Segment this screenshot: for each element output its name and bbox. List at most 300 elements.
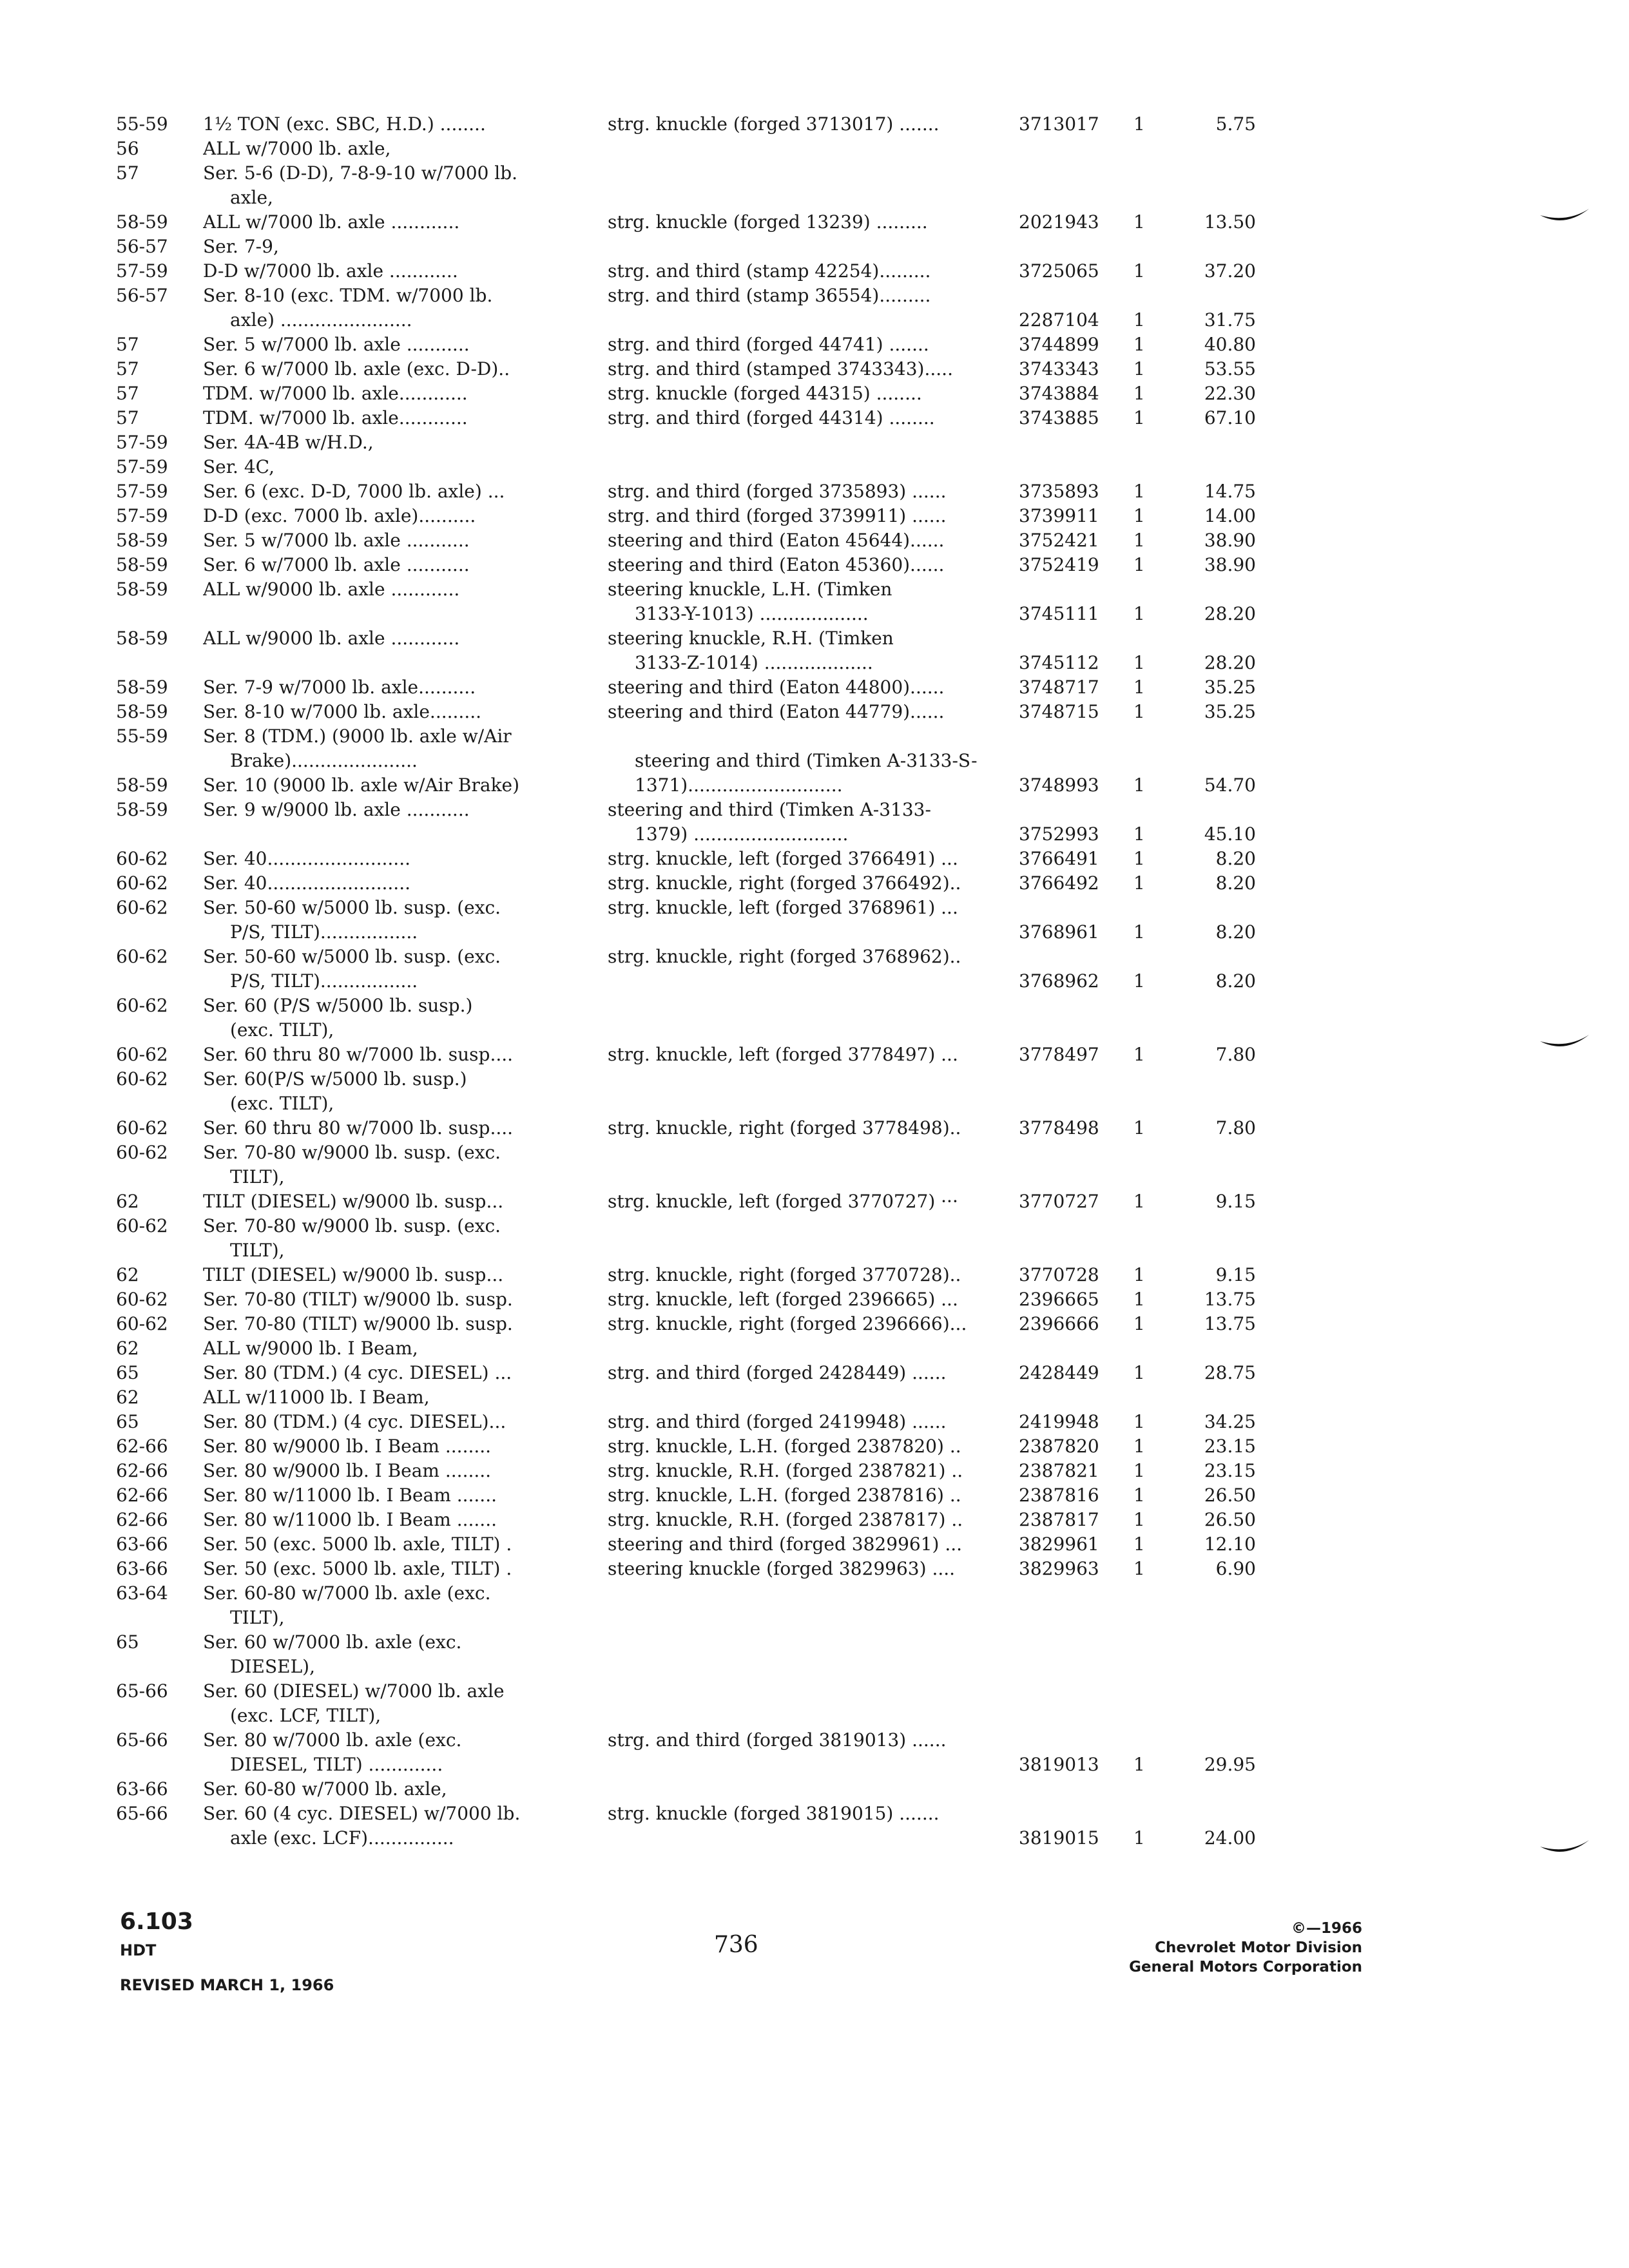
quantity: 1 [1133,1362,1145,1383]
price: 40.80 [1204,334,1256,355]
price: 67.10 [1204,407,1256,428]
part-number: 2428449 [1019,1362,1099,1383]
description-line: Ser. 5 w/7000 lb. axle ........... [203,334,470,355]
part-number: 3778498 [1019,1117,1099,1139]
quantity: 1 [1133,652,1145,673]
table-row [116,1777,1276,1802]
quantity: 1 [1133,1436,1145,1457]
price: 5.75 [1215,113,1256,135]
model-years: 60-62 [116,1142,168,1163]
part-number: 3829961 [1019,1533,1099,1555]
price: 14.75 [1204,481,1256,502]
part-number: 3766492 [1019,872,1099,894]
copyright-block [1129,1919,1362,1977]
part-name-line: strg. knuckle, left (forged 2396665) ... [608,1289,958,1310]
price: 7.80 [1215,1044,1256,1065]
part-number: 2387816 [1019,1485,1099,1506]
model-years: 63-66 [116,1533,168,1555]
description-line: Ser. 6 w/7000 lb. axle ........... [203,554,470,575]
revised-date: REVISED MARCH 1, 1966 [120,1976,334,1994]
part-number: 3748717 [1019,677,1099,698]
part-name-line: strg. and third (stamped 3743343)..... [608,358,953,380]
application-description [203,479,608,504]
application-description [203,1361,608,1385]
table-row [116,773,1276,798]
quantity: 1 [1133,1264,1145,1285]
part-name [608,1189,1019,1214]
table-row [116,455,1276,479]
model-years: 63-64 [116,1582,168,1604]
quantity: 1 [1133,1754,1145,1775]
parts-table [116,112,1276,1850]
part-name [608,1728,1019,1753]
application-description [203,284,608,332]
quantity: 1 [1133,848,1145,869]
model-years: 57 [116,334,139,355]
description-line: Ser. 7-9, [203,236,279,257]
model-years: 55-59 [116,726,168,747]
model-years: 60-62 [116,1215,168,1236]
description-line: Ser. 60 w/7000 lb. axle (exc. [203,1631,462,1653]
model-years: 57-59 [116,432,168,453]
model-years: 58-59 [116,554,168,575]
part-number: 2396666 [1019,1313,1099,1334]
part-name-line: strg. and third (stamp 42254)......... [608,260,931,282]
part-number: 2387821 [1019,1460,1099,1481]
price: 13.50 [1204,211,1256,233]
quantity: 1 [1133,481,1145,502]
description-line: Ser. 80 w/11000 lb. I Beam ....... [203,1485,497,1506]
application-description [203,1312,608,1336]
application-description [203,161,608,210]
part-name-line: strg. knuckle, left (forged 3778497) ... [608,1044,958,1065]
description-line: Ser. 50-60 w/5000 lb. susp. (exc. [203,897,501,918]
table-row [116,1459,1276,1483]
application-description [203,528,608,553]
application-description [203,1557,608,1581]
corporation-name: General Motors Corporation [1129,1959,1362,1975]
part-name [608,406,1019,430]
part-name-line: strg. knuckle, R.H. (forged 2387821) .. [608,1460,963,1481]
table-row [116,1434,1276,1459]
part-number: 3819013 [1019,1754,1099,1775]
part-name [608,1287,1019,1312]
application-description [203,1043,608,1067]
model-years: 60-62 [116,1068,168,1090]
table-row [116,1581,1276,1630]
model-years: 62 [116,1387,139,1408]
description-line: axle (exc. LCF)............... [230,1827,454,1849]
part-name [608,1802,1019,1826]
application-description [203,1263,608,1287]
quantity: 1 [1133,1485,1145,1506]
table-row [116,210,1276,235]
model-years: 57-59 [116,481,168,502]
model-years: 60-62 [116,1044,168,1065]
table-row [116,1557,1276,1581]
table-row [116,1802,1276,1850]
table-row [116,871,1276,896]
price: 7.80 [1215,1117,1256,1139]
quantity: 1 [1133,872,1145,894]
division-name: Chevrolet Motor Division [1155,1939,1362,1956]
quantity: 1 [1133,823,1145,845]
price: 54.70 [1204,774,1256,796]
quantity: 1 [1133,1827,1145,1849]
part-number: 3743884 [1019,383,1099,404]
part-name [608,284,1019,308]
table-row [116,1067,1276,1116]
application-description [203,1532,608,1557]
model-years: 62 [116,1264,139,1285]
part-number: 3713017 [1019,113,1099,135]
description-line: 1½ TON (exc. SBC, H.D.) ........ [203,113,486,135]
part-number: 3770728 [1019,1264,1099,1285]
description-line: Ser. 40......................... [203,848,410,869]
table-row [116,1532,1276,1557]
part-number: 3748993 [1019,774,1099,796]
description-line: Ser. 50 (exc. 5000 lb. axle, TILT) . [203,1558,512,1579]
part-number: 3745111 [1019,603,1099,624]
application-description [203,994,608,1043]
application-description [203,1385,608,1410]
quantity: 1 [1133,1117,1145,1139]
part-name-line: strg. and third (forged 3735893) ...... [608,481,947,502]
table-row [116,430,1276,455]
table-row [116,1385,1276,1410]
description-line: Ser. 80 (TDM.) (4 cyc. DIESEL)... [203,1411,506,1432]
description-line: Ser. 60 (4 cyc. DIESEL) w/7000 lb. [203,1803,521,1824]
part-number: 3829963 [1019,1558,1099,1579]
application-description [203,773,608,798]
price: 22.30 [1204,383,1256,404]
part-name [608,1410,1019,1434]
model-years: 65 [116,1411,139,1432]
description-line: Ser. 80 w/9000 lb. I Beam ........ [203,1436,492,1457]
part-name-line: steering and third (Eaton 45644)...... [608,530,945,551]
model-years: 60-62 [116,897,168,918]
table-row [116,700,1276,724]
description-line: Ser. 80 w/11000 lb. I Beam ....... [203,1509,497,1530]
part-name [608,1483,1019,1508]
quantity: 1 [1133,309,1145,331]
part-name [608,210,1019,235]
table-row [116,1043,1276,1067]
part-name [608,504,1019,528]
part-name [608,1312,1019,1336]
application-description [203,430,608,455]
table-row [116,1189,1276,1214]
description-line: Ser. 10 (9000 lb. axle w/Air Brake) [203,774,520,796]
table-row [116,1312,1276,1336]
price: 8.20 [1215,970,1256,992]
model-years: 57 [116,162,139,184]
price: 28.20 [1204,652,1256,673]
model-years: 65-66 [116,1680,168,1702]
table-row [116,406,1276,430]
description-line: Ser. 50-60 w/5000 lb. susp. (exc. [203,946,501,967]
model-years: 57-59 [116,456,168,477]
part-number: 2396665 [1019,1289,1099,1310]
model-years: 58-59 [116,701,168,722]
model-years: 62-66 [116,1460,168,1481]
part-name-line: steering and third (Eaton 45360)...... [608,554,945,575]
part-name-line: steering and third (Eaton 44800)...... [608,677,945,698]
table-row [116,137,1276,161]
application-description [203,1777,608,1802]
part-name [608,1557,1019,1581]
description-line: Ser. 40......................... [203,872,410,894]
description-line: P/S, TILT)................. [230,970,418,992]
part-name-line: strg. and third (forged 3739911) ...... [608,505,947,526]
table-row [116,626,1276,675]
table-row [116,479,1276,504]
part-number: 3819015 [1019,1827,1099,1849]
part-name [608,259,1019,284]
application-description [203,406,608,430]
price: 12.10 [1204,1533,1256,1555]
application-description [203,871,608,896]
quantity: 1 [1133,1313,1145,1334]
model-years: 57 [116,383,139,404]
table-row [116,798,1276,847]
price: 14.00 [1204,505,1256,526]
part-name [608,700,1019,724]
price: 9.15 [1215,1191,1256,1212]
part-name-line: steering and third (Timken A-3133-S- [635,750,978,771]
description-line: Brake)...................... [230,750,418,771]
description-line: Ser. 70-80 (TILT) w/9000 lb. susp. [203,1289,513,1310]
description-line: Ser. 6 (exc. D-D, 7000 lb. axle) ... [203,481,505,502]
part-name [608,357,1019,381]
part-number: 3770727 [1019,1191,1099,1212]
model-years: 63-66 [116,1558,168,1579]
table-row [116,994,1276,1043]
description-line: D-D (exc. 7000 lb. axle).......... [203,505,476,526]
copyright-year: ©—1966 [1291,1920,1362,1937]
description-line: (exc. LCF, TILT), [230,1705,381,1726]
table-row [116,1508,1276,1532]
description-line: Ser. 7-9 w/7000 lb. axle.......... [203,677,476,698]
application-description [203,1679,608,1728]
description-line: Ser. 8 (TDM.) (9000 lb. axle w/Air [203,726,512,747]
part-name [608,773,1019,798]
model-years: 58-59 [116,799,168,820]
binder-hole-mark-icon [1539,1032,1590,1052]
part-name [608,553,1019,577]
model-years: 62-66 [116,1485,168,1506]
quantity: 1 [1133,1289,1145,1310]
table-row [116,1214,1276,1263]
description-line: Ser. 60 (DIESEL) w/7000 lb. axle [203,1680,505,1702]
table-row [116,1263,1276,1287]
part-name-line: 3133-Z-1014) ................... [635,652,873,673]
model-years: 62 [116,1191,139,1212]
part-name-line: steering knuckle (forged 3829963) .... [608,1558,956,1579]
table-row [116,724,1276,773]
price: 29.95 [1204,1754,1256,1775]
application-description [203,1508,608,1532]
table-row [116,161,1276,210]
quantity: 1 [1133,1191,1145,1212]
model-years: 60-62 [116,848,168,869]
application-description [203,577,608,602]
description-line: Ser. 60(P/S w/5000 lb. susp.) [203,1068,467,1090]
application-description [203,137,608,161]
price: 8.20 [1215,848,1256,869]
table-row [116,235,1276,259]
description-line: Ser. 80 (TDM.) (4 cyc. DIESEL) ... [203,1362,512,1383]
quantity: 1 [1133,774,1145,796]
part-name [608,1459,1019,1483]
part-name [608,847,1019,871]
application-description [203,1802,608,1850]
price: 26.50 [1204,1509,1256,1530]
description-line: Ser. 60 thru 80 w/7000 lb. susp.... [203,1044,514,1065]
description-line: ALL w/9000 lb. I Beam, [203,1338,418,1359]
application-description [203,896,608,945]
description-line: Ser. 6 w/7000 lb. axle (exc. D-D).. [203,358,510,380]
part-name [608,626,1019,675]
footer-left [120,1908,334,1994]
application-description [203,724,608,773]
table-row [116,675,1276,700]
description-line: Ser. 9 w/9000 lb. axle ........... [203,799,470,820]
table-row [116,284,1276,332]
table-row [116,1116,1276,1140]
table-row [116,1483,1276,1508]
part-number: 3743885 [1019,407,1099,428]
part-number: 2021943 [1019,211,1099,233]
application-description [203,1410,608,1434]
part-name-line: steering knuckle, R.H. (Timken [608,628,894,649]
price: 23.15 [1204,1436,1256,1457]
part-name [608,1361,1019,1385]
part-name [608,798,1019,847]
model-years: 56-57 [116,285,168,306]
application-description [203,553,608,577]
model-years: 62-66 [116,1436,168,1457]
part-name-line: strg. knuckle, L.H. (forged 2387816) .. [608,1485,961,1506]
description-line: ALL w/7000 lb. axle ............ [203,211,460,233]
part-name [608,896,1019,920]
application-description [203,700,608,724]
quantity: 1 [1133,113,1145,135]
quantity: 1 [1133,1558,1145,1579]
part-name [608,381,1019,406]
description-line: Ser. 60 thru 80 w/7000 lb. susp.... [203,1117,514,1139]
description-line: Ser. 50 (exc. 5000 lb. axle, TILT) . [203,1533,512,1555]
part-number: 3768962 [1019,970,1099,992]
part-name-line: strg. knuckle, right (forged 3766492).. [608,872,961,894]
price: 53.55 [1204,358,1256,380]
application-description [203,675,608,700]
part-name-line: strg. knuckle (forged 13239) ......... [608,211,928,233]
description-line: Ser. 60-80 w/7000 lb. axle, [203,1778,447,1800]
part-number: 2387820 [1019,1436,1099,1457]
part-name [608,675,1019,700]
model-years: 63-66 [116,1778,168,1800]
application-description [203,1581,608,1630]
part-name-line: steering and third (Eaton 44779)...... [608,701,945,722]
price: 35.25 [1204,701,1256,722]
model-years: 60-62 [116,1289,168,1310]
part-name [608,112,1019,137]
price: 35.25 [1204,677,1256,698]
quantity: 1 [1133,1460,1145,1481]
application-description [203,626,608,651]
quantity: 1 [1133,358,1145,380]
model-years: 60-62 [116,872,168,894]
table-row [116,1287,1276,1312]
part-name [608,479,1019,504]
part-number: 3752993 [1019,823,1099,845]
part-name-line: strg. knuckle (forged 3819015) ....... [608,1803,940,1824]
quantity: 1 [1133,211,1145,233]
description-line: (exc. TILT), [230,1093,334,1114]
quantity: 1 [1133,530,1145,551]
description-line: ALL w/9000 lb. axle ............ [203,579,460,600]
application-description [203,357,608,381]
description-line: P/S, TILT)................. [230,921,418,943]
part-name-line: strg. and third (stamp 36554)......... [608,285,931,306]
part-name-line: strg. knuckle, right (forged 3768962).. [608,946,961,967]
part-name [608,871,1019,896]
model-years: 62-66 [116,1509,168,1530]
application-description [203,455,608,479]
part-number: 3752419 [1019,554,1099,575]
application-description [203,1336,608,1361]
description-line: Ser. 70-80 w/9000 lb. susp. (exc. [203,1215,501,1236]
description-line: ALL w/7000 lb. axle, [203,138,391,159]
quantity: 1 [1133,921,1145,943]
part-name [608,577,1019,626]
model-years: 58-59 [116,579,168,600]
table-row [116,332,1276,357]
part-name-line: strg. knuckle, L.H. (forged 2387820) .. [608,1436,961,1457]
part-name [608,724,1019,773]
price: 23.15 [1204,1460,1256,1481]
description-line: DIESEL, TILT) ............. [230,1754,443,1775]
description-line: Ser. 70-80 w/9000 lb. susp. (exc. [203,1142,501,1163]
part-name [608,1532,1019,1557]
table-row [116,577,1276,626]
part-number: 3725065 [1019,260,1099,282]
part-name [608,1043,1019,1067]
part-name-line: strg. knuckle (forged 3713017) ....... [608,113,940,135]
quantity: 1 [1133,1509,1145,1530]
application-description [203,259,608,284]
description-line: Ser. 60-80 w/7000 lb. axle (exc. [203,1582,491,1604]
table-row [116,945,1276,994]
application-description [203,332,608,357]
part-name [608,1116,1019,1140]
part-name-line: strg. and third (forged 44741) ....... [608,334,929,355]
model-years: 58-59 [116,211,168,233]
part-name-line [608,724,1019,749]
part-number: 3752421 [1019,530,1099,551]
application-description [203,1214,608,1263]
description-line: TILT), [230,1166,285,1187]
part-name-line: steering and third (forged 3829961) ... [608,1533,963,1555]
quantity: 1 [1133,970,1145,992]
application-description [203,504,608,528]
model-years: 57 [116,407,139,428]
price: 13.75 [1204,1313,1256,1334]
description-line: Ser. 5 w/7000 lb. axle ........... [203,530,470,551]
price: 38.90 [1204,554,1256,575]
part-name-line: strg. knuckle, right (forged 2396666)... [608,1313,967,1334]
